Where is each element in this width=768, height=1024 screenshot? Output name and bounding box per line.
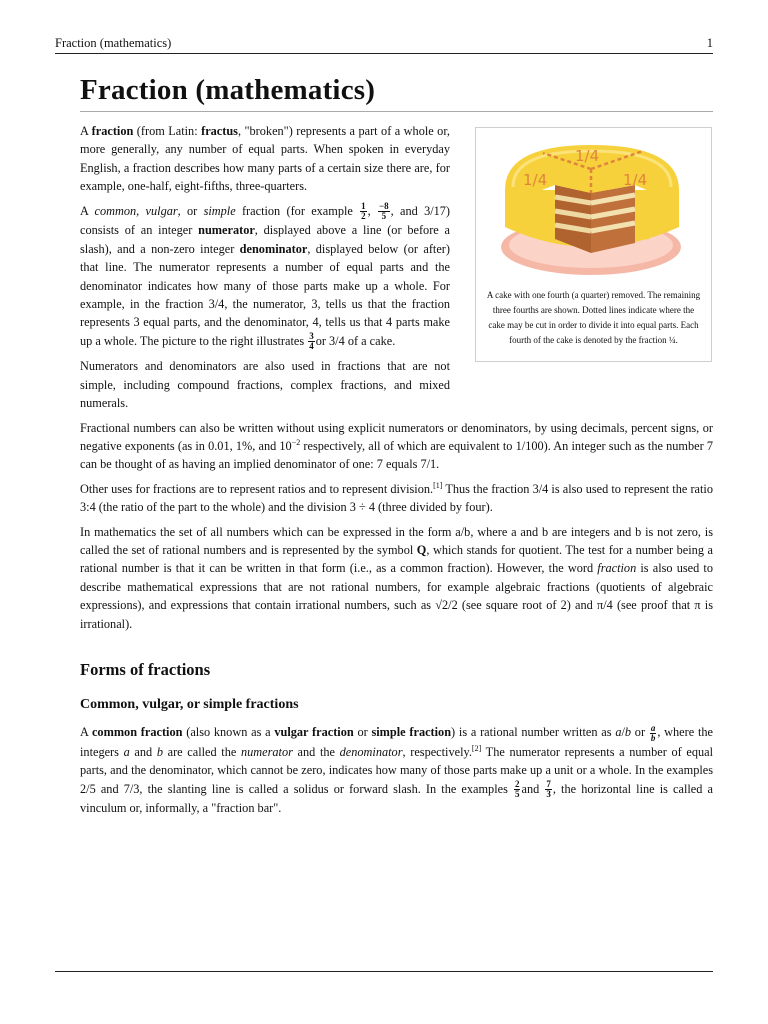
denominator: 5 bbox=[381, 211, 387, 222]
figure-caption: A cake with one fourth (a quarter) removed. The remaining three fourths are shown. Dotted lines indicate where the cake may be cut in order to divide it into equal parts. Each fourth of the cake is denoted by the fraction ¼. bbox=[486, 290, 701, 345]
text: or 3/4 of a cake. bbox=[315, 333, 396, 348]
quarter-label-top: 1/4 bbox=[575, 147, 600, 165]
symbol-q: Q bbox=[416, 543, 427, 558]
fraction-two-fifths bbox=[514, 780, 521, 799]
text: , displayed below (or after) that line. The numerator represents a number of equal parts and the denominator indicates how many of those parts make up a whole. For example, in the fraction 3/4, the numerator, 3, tells us that the fraction represents 3 equal parts, and the denominator, 4, tells us that 4 parts make up a whole. The picture to the right illustrates bbox=[80, 241, 450, 348]
term-vulgar-fraction: vulgar fraction bbox=[274, 725, 354, 740]
term-numerator: numerator bbox=[198, 223, 255, 238]
article-title: Fraction (mathematics) bbox=[80, 74, 376, 106]
quarter-label-right: 1/4 bbox=[623, 171, 648, 189]
page-number: 1 bbox=[706, 36, 713, 50]
text: , or bbox=[177, 203, 204, 218]
text: A bbox=[80, 124, 92, 138]
var-a: a bbox=[123, 744, 130, 759]
term-common: common bbox=[94, 203, 137, 218]
intro-column bbox=[80, 122, 450, 413]
paragraph-common-fraction bbox=[80, 723, 713, 818]
fraction-a-over-b bbox=[650, 724, 657, 743]
citation-1[interactable]: [1] bbox=[433, 480, 443, 490]
numerator: −8 bbox=[379, 201, 389, 212]
term-fractus: fractus bbox=[201, 124, 238, 138]
intro-paragraph-1 bbox=[80, 122, 450, 196]
term-fraction-italic: fraction bbox=[597, 561, 637, 576]
text: , respectively. bbox=[402, 744, 472, 759]
citation-2[interactable]: [2] bbox=[471, 743, 482, 753]
term-vulgar: vulgar bbox=[145, 203, 178, 218]
denominator: 3 bbox=[546, 789, 551, 800]
text: and the bbox=[292, 744, 340, 759]
numerator: 1 bbox=[361, 201, 366, 212]
denominator: b bbox=[650, 732, 656, 743]
denominator: 5 bbox=[514, 789, 520, 800]
paragraph-fractional-numbers bbox=[80, 419, 713, 474]
running-header-title: Fraction (mathematics) bbox=[55, 36, 172, 50]
numerator: a bbox=[650, 722, 656, 733]
term-numerator-italic: numerator bbox=[240, 744, 293, 759]
cake-figure bbox=[475, 127, 712, 362]
text: / bbox=[621, 725, 625, 740]
fraction-seven-thirds bbox=[545, 780, 552, 799]
fraction-minus-eight-fifths bbox=[378, 202, 390, 221]
exponent: −2 bbox=[291, 437, 301, 447]
denominator: 4 bbox=[309, 341, 314, 352]
text: (also known as a bbox=[182, 725, 275, 740]
term-common-fraction: common fraction bbox=[91, 725, 183, 740]
running-header bbox=[55, 36, 713, 54]
text: and bbox=[129, 744, 157, 759]
text: or bbox=[353, 725, 372, 740]
text: The numerator represents a number of equal parts, and the denominator, which cannot be zero, indicates how many of those parts make up a unit or a whole. In the examples 2/5 and 7/3, the slanting line is called a solidus or forward slash. In the examples bbox=[80, 744, 713, 796]
text: , the horizontal line is called a vinculum or, informally, a "fraction bar". bbox=[80, 781, 713, 816]
text: , where the integers bbox=[80, 725, 713, 759]
term-simple-fraction: simple fraction bbox=[371, 725, 452, 740]
fraction-one-half bbox=[360, 202, 367, 221]
term-fraction: fraction bbox=[91, 124, 134, 138]
numerator: 7 bbox=[546, 779, 551, 790]
text: , displayed above a line (or before a slash), and a non-zero integer bbox=[80, 223, 450, 256]
fraction-three-quarters bbox=[308, 332, 315, 351]
denominator: 2 bbox=[361, 211, 366, 222]
text: A bbox=[80, 203, 95, 218]
text: or bbox=[631, 725, 649, 740]
numerator: 2 bbox=[514, 779, 520, 790]
text: , bbox=[367, 203, 378, 218]
text: , and 3/17) consists of an integer bbox=[80, 203, 451, 238]
text: fraction (for example bbox=[235, 203, 360, 218]
title-rule bbox=[80, 111, 713, 112]
text: (from Latin: bbox=[133, 124, 202, 138]
quarter-label-left: 1/4 bbox=[523, 171, 548, 189]
term-denominator: denominator bbox=[239, 241, 308, 256]
cake-illustration bbox=[483, 135, 704, 285]
text: Other uses for fractions are to represent ratios and to represent division. bbox=[80, 481, 434, 496]
intro-paragraph-2 bbox=[80, 202, 450, 352]
var-b: b bbox=[624, 725, 632, 740]
section-heading-forms: Forms of fractions bbox=[80, 660, 211, 680]
paragraph-rational-numbers bbox=[80, 523, 713, 633]
var-a: a bbox=[615, 725, 622, 740]
text: is also used to describe mathematical expressions that are not rational numbers, for example algebraic fractions (quotients of algebraic expressions), and expressions that contain irrational numbers, such as √2/2 (see square root of 2) and π/4 (see proof that π is irrational). bbox=[80, 561, 713, 631]
text: and bbox=[521, 781, 545, 796]
var-b: b bbox=[156, 744, 163, 759]
body-text bbox=[80, 419, 713, 818]
paragraph-other-uses bbox=[80, 480, 713, 517]
term-denominator-italic: denominator bbox=[339, 744, 403, 759]
text: respectively, all of which are equivalent to 1/100). An integer such as the number 7 can be thought of as having an implied denominator of one: 7 equals 7/1. bbox=[80, 439, 713, 472]
intro-section bbox=[80, 122, 713, 413]
text: A bbox=[80, 725, 92, 740]
term-simple: simple bbox=[203, 203, 236, 218]
text: ) is a rational number written as bbox=[451, 725, 616, 740]
text: In mathematics the set of all numbers which can be expressed in the form a/b, where a and b are integers and b is not zero, is called the set of rational numbers and is represented by the symbol bbox=[80, 524, 713, 558]
footer-rule bbox=[55, 971, 713, 972]
intro-paragraph-3: Numerators and denominators are also used in fractions that are not simple, including compound fractions, complex fractions, and mixed numerals. bbox=[80, 359, 450, 411]
text: , which stands for quotient. The test for a number being a rational number is that it can be written in that form (i.e., as a common fraction). However, the word bbox=[80, 543, 713, 576]
numerator: 3 bbox=[309, 331, 314, 342]
text: , "broken") represents a part of a whole or, more generally, any number of equal parts. When spoken in everyday English, a fraction describes how many parts of a certain size there are, for example, one-half, eight-fifths, three-quarters. bbox=[80, 124, 451, 194]
text: Fractional numbers can also be written without using explicit numerators or denominators, by using decimals, percent signs, or negative exponents (as in 0.01, 1%, and 10 bbox=[80, 420, 713, 454]
article-content bbox=[80, 122, 713, 824]
text: , bbox=[136, 203, 146, 218]
text: are called the bbox=[162, 744, 241, 759]
text: Thus the fraction 3/4 is also used to represent the ratio 3:4 (the ratio of the part to the whole) and the division 3 ÷ 4 (three divided by four). bbox=[80, 481, 713, 515]
subsection-heading-common: Common, vulgar, or simple fractions bbox=[80, 697, 299, 713]
